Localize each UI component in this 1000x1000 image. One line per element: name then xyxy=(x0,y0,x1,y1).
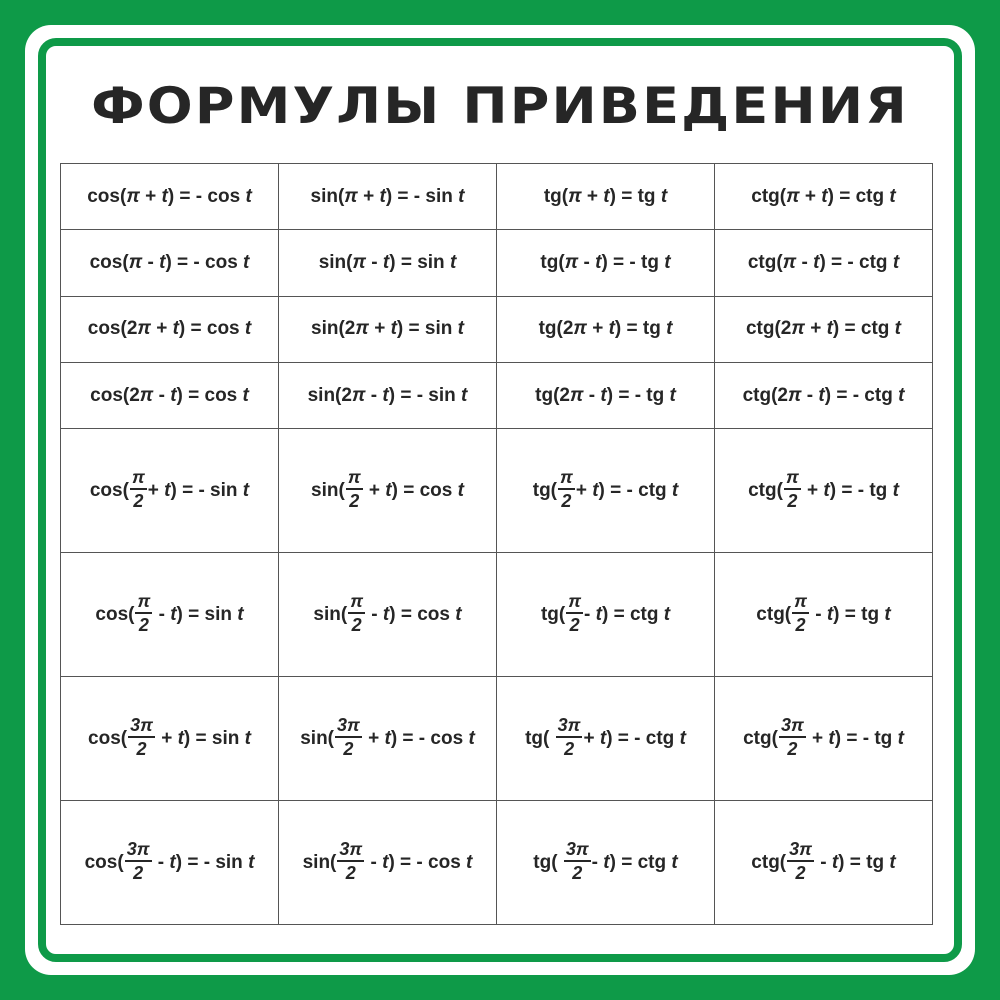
formula-cell-ctg xyxy=(715,553,933,677)
formula-result-variable: t xyxy=(660,185,668,207)
formula-result-variable: t xyxy=(244,727,251,749)
formula-cell-tg xyxy=(497,230,715,296)
formula-operator: - xyxy=(801,384,819,406)
fraction-numerator: π xyxy=(792,592,809,614)
fraction-numerator: 3π xyxy=(128,716,155,738)
formula-row xyxy=(61,801,933,925)
formula-operator: + xyxy=(363,479,386,501)
formula-function: cos(2 xyxy=(90,384,140,406)
formula-row xyxy=(61,296,933,362)
fraction-denominator: 2 xyxy=(133,862,144,883)
formula-row xyxy=(61,677,933,801)
formula-result: ) = sin xyxy=(183,727,245,749)
formula-pi: π xyxy=(787,384,802,406)
formula-result-variable: t xyxy=(455,603,462,625)
formula-result: ) = - cos xyxy=(390,727,469,749)
formula-cell-cos xyxy=(61,553,279,677)
formula-function: sin(2 xyxy=(307,384,352,406)
formula-result: ) = tg xyxy=(614,318,667,340)
formula-operator: + xyxy=(583,727,600,749)
formula-pi: π xyxy=(786,185,800,207)
formula-result-variable: t xyxy=(666,318,673,340)
formula-cell-ctg xyxy=(715,801,933,925)
formula-operator: - xyxy=(152,851,170,873)
formula-function: sin( xyxy=(318,251,353,273)
formula-operator: - xyxy=(153,384,171,406)
formula-cell-ctg xyxy=(715,677,933,801)
formula-result-variable: t xyxy=(671,851,678,873)
formula-function: tg(2 xyxy=(535,384,570,406)
fraction-denominator: 2 xyxy=(795,614,806,635)
formula-function: tg( xyxy=(540,603,566,625)
fraction-numerator: 3π xyxy=(335,716,362,738)
fraction xyxy=(335,716,362,758)
formula-result: ) = sin xyxy=(176,603,238,625)
formula-cell-sin xyxy=(279,677,497,801)
formula-function: ctg( xyxy=(751,851,787,873)
formula-pi: π xyxy=(128,251,143,273)
formula-pi: π xyxy=(351,384,366,406)
formula-result-variable: t xyxy=(897,727,904,749)
formula-operator: + xyxy=(806,727,829,749)
formula-row xyxy=(61,362,933,428)
formula-function: cos( xyxy=(89,251,129,273)
formula-variable: t xyxy=(826,603,834,625)
fraction xyxy=(566,592,583,634)
fraction-denominator: 2 xyxy=(795,862,806,883)
formula-cell-tg xyxy=(497,677,715,801)
formula-variable: t xyxy=(164,479,171,501)
formula-function: tg( xyxy=(543,185,569,207)
formula-operator: + xyxy=(581,185,604,207)
formula-variable: t xyxy=(382,384,389,406)
formula-operator: - xyxy=(366,603,383,625)
fraction xyxy=(348,592,365,634)
fraction xyxy=(784,468,801,510)
formula-result-variable: t xyxy=(244,318,252,340)
formula-pi: π xyxy=(564,251,579,273)
formula-cell-sin xyxy=(279,230,497,296)
formula-cell-ctg xyxy=(715,296,933,362)
formula-function: ctg( xyxy=(748,479,783,501)
page-title: ФОРМУЛЫ ПРИВЕДЕНИЯ xyxy=(91,77,909,135)
formula-variable: t xyxy=(831,851,839,873)
fraction xyxy=(128,716,155,758)
formula-operator: - xyxy=(365,851,383,873)
formula-variable: t xyxy=(170,603,177,625)
fraction-denominator: 2 xyxy=(138,614,149,635)
formula-variable: t xyxy=(823,479,830,501)
formula-operator: - xyxy=(578,251,596,273)
formula-variable: t xyxy=(608,318,615,340)
formula-cell-tg xyxy=(497,164,715,230)
formula-cell-sin xyxy=(279,429,497,553)
formula-function: sin( xyxy=(300,727,335,749)
formula-cell-tg xyxy=(497,801,715,925)
formula-result: ) = - cos xyxy=(167,185,246,207)
formula-result-variable: t xyxy=(669,384,676,406)
fraction-numerator: 3π xyxy=(564,840,591,862)
formula-result-variable: t xyxy=(894,318,901,340)
formula-function: sin( xyxy=(311,479,345,501)
formula-cell-cos xyxy=(61,362,279,428)
formula-result-variable: t xyxy=(457,479,464,501)
fraction-numerator: 3π xyxy=(779,716,806,738)
fraction-numerator: π xyxy=(135,592,152,614)
fraction xyxy=(135,592,152,634)
formula-result: ) = - ctg xyxy=(606,727,680,749)
formula-cell-cos xyxy=(61,429,279,553)
formula-result: ) = cos xyxy=(178,318,245,340)
fraction xyxy=(125,840,152,882)
formula-result-variable: t xyxy=(663,603,671,625)
formula-variable: t xyxy=(384,727,391,749)
formula-result: ) = ctg xyxy=(609,851,672,873)
formula-variable: t xyxy=(172,318,179,340)
formula-operator: + xyxy=(586,318,609,340)
formula-operator: - xyxy=(591,851,604,873)
formula-result: ) = ctg xyxy=(601,603,664,625)
formula-cell-sin xyxy=(279,164,497,230)
fraction-numerator: π xyxy=(346,468,363,490)
formula-pi: π xyxy=(791,318,805,340)
formula-operator: + xyxy=(804,318,827,340)
fraction-denominator: 2 xyxy=(572,862,583,883)
formula-function: cos( xyxy=(89,479,129,501)
formula-result-variable: t xyxy=(245,185,252,207)
formula-pi: π xyxy=(352,251,367,273)
formula-operator: + xyxy=(357,185,380,207)
fraction-numerator: π xyxy=(566,592,583,614)
formula-variable: t xyxy=(382,851,389,873)
formula-operator: + xyxy=(801,479,824,501)
formula-function: sin( xyxy=(310,185,345,207)
fraction-denominator: 2 xyxy=(349,490,360,511)
formula-operator: + xyxy=(150,318,173,340)
fraction xyxy=(346,468,363,510)
formula-operator: - xyxy=(142,251,160,273)
formula-pi: π xyxy=(139,384,154,406)
formula-variable: t xyxy=(161,185,168,207)
formula-operator: - xyxy=(809,603,827,625)
formula-operator: - xyxy=(365,384,383,406)
formula-function: ctg( xyxy=(747,251,783,273)
formula-result-variable: t xyxy=(898,384,905,406)
formula-result-variable: t xyxy=(466,851,473,873)
fraction-denominator: 2 xyxy=(564,738,575,759)
formula-result: ) = - sin xyxy=(388,384,462,406)
formula-result: ) = - sin xyxy=(175,851,249,873)
fraction-denominator: 2 xyxy=(561,490,572,511)
formula-result: ) = - tg xyxy=(606,384,670,406)
formula-result: ) = cos xyxy=(176,384,243,406)
fraction-numerator: π xyxy=(558,468,575,490)
fraction xyxy=(337,840,364,882)
formula-function: tg( xyxy=(540,251,565,273)
formula-result-variable: t xyxy=(671,479,679,501)
formula-function: cos( xyxy=(88,727,128,749)
formula-cell-ctg xyxy=(715,362,933,428)
formula-table xyxy=(60,163,933,925)
fraction xyxy=(792,592,809,634)
formula-function: cos(2 xyxy=(87,318,138,340)
formula-cell-sin xyxy=(279,296,497,362)
fraction-denominator: 2 xyxy=(136,738,147,759)
formula-cell-cos xyxy=(61,230,279,296)
formula-row xyxy=(61,230,933,296)
fraction-numerator: 3π xyxy=(337,840,364,862)
formula-function: ctg( xyxy=(751,185,787,207)
formula-function: tg( xyxy=(533,851,563,873)
formula-result: ) = cos xyxy=(391,479,458,501)
formula-result-variable: t xyxy=(449,251,457,273)
fraction-denominator: 2 xyxy=(787,738,798,759)
formula-result-variable: t xyxy=(237,603,244,625)
formula-result: ) = - cos xyxy=(165,251,244,273)
formula-variable: t xyxy=(826,318,833,340)
formula-variable: t xyxy=(382,251,390,273)
formula-result-variable: t xyxy=(248,851,255,873)
formula-variable: t xyxy=(600,384,607,406)
formula-variable: t xyxy=(603,185,610,207)
formula-cell-cos xyxy=(61,164,279,230)
formula-cell-ctg xyxy=(715,230,933,296)
formula-function: ctg( xyxy=(756,603,792,625)
formula-variable: t xyxy=(169,851,176,873)
formula-pi: π xyxy=(568,185,582,207)
formula-variable: t xyxy=(592,479,599,501)
fraction xyxy=(787,840,814,882)
formula-row xyxy=(61,429,933,553)
formula-pi: π xyxy=(782,251,797,273)
formula-result: ) = - ctg xyxy=(819,251,893,273)
fraction-denominator: 2 xyxy=(133,490,144,511)
formula-cell-tg xyxy=(497,296,715,362)
formula-variable: t xyxy=(828,727,835,749)
formula-function: tg( xyxy=(525,727,555,749)
formula-variable: t xyxy=(177,727,184,749)
formula-pi: π xyxy=(569,384,584,406)
formula-pi: π xyxy=(126,185,140,207)
formula-variable: t xyxy=(382,603,390,625)
formula-variable: t xyxy=(595,251,602,273)
fraction xyxy=(564,840,591,882)
formula-result-variable: t xyxy=(457,318,464,340)
formula-cell-ctg xyxy=(715,164,933,230)
formula-operator: - xyxy=(583,384,601,406)
formula-result: ) = tg xyxy=(838,851,890,873)
formula-variable: t xyxy=(159,251,166,273)
fraction-denominator: 2 xyxy=(787,490,798,511)
formula-function: sin(2 xyxy=(311,318,356,340)
formula-result-variable: t xyxy=(242,384,249,406)
formula-variable: t xyxy=(599,727,607,749)
formula-result: ) = sin xyxy=(396,318,458,340)
formula-operator: + xyxy=(155,727,178,749)
formula-function: sin( xyxy=(302,851,337,873)
formula-pi: π xyxy=(344,185,358,207)
formula-function: cos( xyxy=(84,851,124,873)
formula-result-variable: t xyxy=(889,185,896,207)
fraction-numerator: 3π xyxy=(125,840,152,862)
formula-operator: - xyxy=(366,251,383,273)
formula-operator: - xyxy=(814,851,832,873)
formula-result-variable: t xyxy=(892,251,900,273)
fraction-numerator: π xyxy=(130,468,147,490)
fraction-numerator: 3π xyxy=(556,716,583,738)
fraction-denominator: 2 xyxy=(345,862,356,883)
formula-variable: t xyxy=(390,318,397,340)
formula-variable: t xyxy=(603,851,610,873)
formula-result-variable: t xyxy=(243,251,250,273)
formula-operator: + xyxy=(368,318,391,340)
formula-result: ) = - sin xyxy=(385,185,459,207)
fraction-numerator: 3π xyxy=(787,840,814,862)
fraction-numerator: π xyxy=(348,592,365,614)
formula-operator: + xyxy=(362,727,385,749)
formula-result-variable: t xyxy=(884,603,891,625)
formula-row xyxy=(61,553,933,677)
formula-result: ) = - tg xyxy=(601,251,665,273)
formula-row xyxy=(61,164,933,230)
formula-pi: π xyxy=(355,318,369,340)
fraction-numerator: π xyxy=(784,468,801,490)
formula-cell-tg xyxy=(497,429,715,553)
formula-result: ) = - cos xyxy=(388,851,467,873)
formula-function: ctg( xyxy=(743,727,778,749)
formula-operator: + xyxy=(139,185,162,207)
formula-function: cos( xyxy=(95,603,135,625)
formula-result: ) = - sin xyxy=(170,479,243,501)
formula-result: ) = cos xyxy=(389,603,456,625)
formula-result: ) = - ctg xyxy=(824,384,899,406)
formula-cell-cos xyxy=(61,801,279,925)
formula-pi: π xyxy=(573,318,587,340)
fraction xyxy=(558,468,575,510)
formula-variable: t xyxy=(385,479,392,501)
formula-cell-tg xyxy=(497,553,715,677)
fraction-denominator: 2 xyxy=(351,614,362,635)
formula-cell-tg xyxy=(497,362,715,428)
formula-operator: - xyxy=(584,603,596,625)
formula-result-variable: t xyxy=(679,727,686,749)
formula-pi: π xyxy=(137,318,151,340)
formula-function: tg(2 xyxy=(538,318,574,340)
formula-cell-sin xyxy=(279,362,497,428)
formula-result-variable: t xyxy=(461,384,468,406)
formula-cell-ctg xyxy=(715,429,933,553)
formula-result-variable: t xyxy=(242,479,250,501)
formula-variable: t xyxy=(379,185,386,207)
formula-variable: t xyxy=(595,603,602,625)
formula-variable: t xyxy=(818,384,825,406)
fraction xyxy=(130,468,147,510)
formula-variable: t xyxy=(821,185,828,207)
formula-result: ) = - tg xyxy=(829,479,893,501)
formula-cell-sin xyxy=(279,801,497,925)
formula-function: sin( xyxy=(313,603,348,625)
fraction-denominator: 2 xyxy=(569,614,580,635)
formula-result: ) = ctg xyxy=(827,185,890,207)
formula-result-variable: t xyxy=(468,727,475,749)
formula-function: ctg(2 xyxy=(742,384,788,406)
formula-cell-cos xyxy=(61,296,279,362)
formula-result-variable: t xyxy=(664,251,671,273)
formula-result: ) = tg xyxy=(833,603,885,625)
formula-cell-sin xyxy=(279,553,497,677)
formula-result: ) = sin xyxy=(389,251,450,273)
fraction xyxy=(556,716,583,758)
formula-cell-cos xyxy=(61,677,279,801)
formula-result: ) = - ctg xyxy=(598,479,672,501)
formula-variable: t xyxy=(170,384,177,406)
formula-function: cos( xyxy=(87,185,127,207)
formula-variable: t xyxy=(813,251,820,273)
formula-function: ctg(2 xyxy=(745,318,792,340)
fraction xyxy=(779,716,806,758)
formula-operator: - xyxy=(796,251,814,273)
formula-result: ) = ctg xyxy=(832,318,895,340)
formula-result-variable: t xyxy=(458,185,465,207)
formula-result: ) = - tg xyxy=(834,727,898,749)
fraction-denominator: 2 xyxy=(343,738,354,759)
formula-operator: + xyxy=(575,479,593,501)
formula-operator: - xyxy=(153,603,171,625)
formula-result-variable: t xyxy=(892,479,899,501)
formula-operator: + xyxy=(799,185,822,207)
formula-operator: + xyxy=(147,479,165,501)
formula-result-variable: t xyxy=(889,851,896,873)
formula-function: tg( xyxy=(532,479,558,501)
formula-result: ) = tg xyxy=(609,185,661,207)
